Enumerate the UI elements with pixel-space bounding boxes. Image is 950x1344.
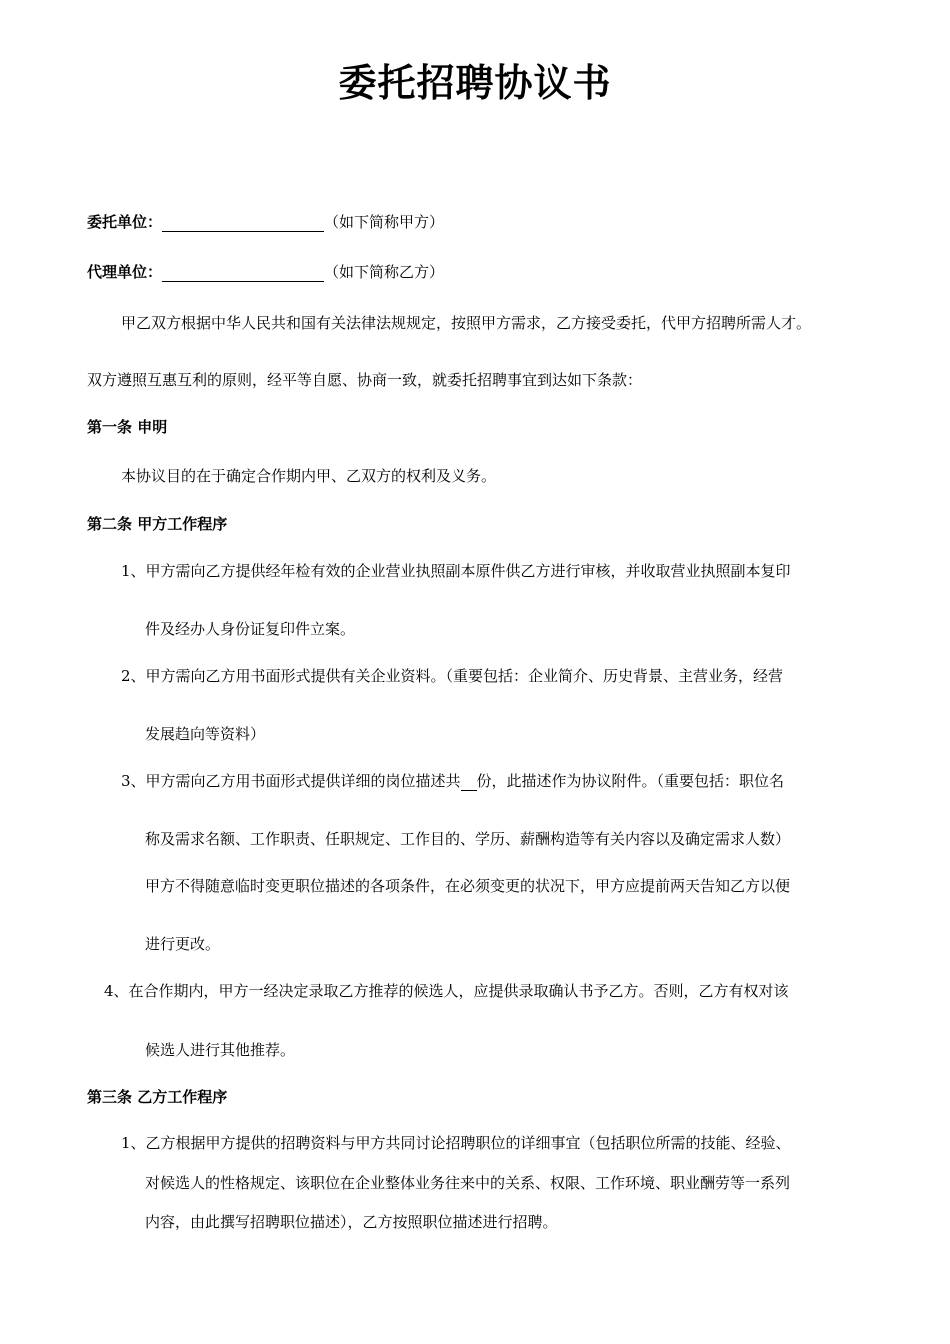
- article2-item1-line1: 1、甲方需向乙方提供经年检有效的企业营业执照副本原件供乙方进行审核，并收取营业执照副本复印: [121, 562, 791, 580]
- copies-blank: [461, 774, 477, 791]
- article3-heading: 第三条 乙方工作程序: [87, 1088, 228, 1106]
- article2-item1-line2: 件及经办人身份证复印件立案。: [145, 620, 356, 638]
- article2-item2-line1: 2、甲方需向乙方用书面形式提供有关企业资料。（重要包括：企业简介、历史背景、主营业务，经营: [121, 667, 784, 685]
- article2-item4-line1: 4、在合作期内，甲方一经决定录取乙方推荐的候选人，应提供录取确认书予乙方。否则，乙方有权对该: [104, 982, 789, 1000]
- article2-item3-text-b: 份，此描述作为协议附件。（重要包括：职位名: [476, 772, 785, 790]
- intro-paragraph-2: 双方遵照互惠互利的原则，经平等自愿、协商一致，就委托招聘事宜到达如下条款：: [87, 371, 643, 389]
- party-a-note: （如下简称甲方）: [324, 213, 445, 231]
- article3-item1-line2: 对候选人的性格规定、该职位在企业整体业务往来中的关系、权限、工作环境、职业酬劳等一系列: [145, 1174, 791, 1192]
- party-b-line: [87, 262, 444, 282]
- party-b-blank: [162, 265, 324, 282]
- document-title: 委托招聘协议书: [338, 61, 612, 105]
- article3-item1-line3: 内容，由此撰写招聘职位描述），乙方按照职位描述进行招聘。: [145, 1213, 558, 1231]
- article2-item3-text-a: 3、甲方需向乙方用书面形式提供详细的岗位描述共: [121, 772, 461, 790]
- article3-item1-line1: 1、乙方根据甲方提供的招聘资料与甲方共同讨论招聘职位的详细事宜（包括职位所需的技能、经验、: [121, 1134, 791, 1152]
- article2-heading: 第二条 甲方工作程序: [87, 515, 228, 533]
- article1-text: 本协议目的在于确定合作期内甲、乙双方的权利及义务。: [121, 467, 497, 485]
- article2-item3-line3: 甲方不得随意临时变更职位描述的各项条件，在必须变更的状况下，甲方应提前两天告知乙方以便: [145, 877, 791, 895]
- article2-item3-line2: 称及需求名额、工作职责、任职规定、工作目的、学历、薪酬构造等有关内容以及确定需求人数）: [145, 830, 791, 848]
- party-b-label: 代理单位：: [87, 263, 163, 281]
- party-a-blank: [162, 215, 324, 232]
- article1-heading: 第一条 申明: [87, 418, 168, 436]
- article2-item2-line2: 发展趋向等资料）: [145, 725, 266, 743]
- article2-item3-line1: [121, 771, 784, 791]
- intro-paragraph-1: 甲乙双方根据中华人民共和国有关法律法规规定，按照甲方需求，乙方接受委托，代甲方招聘所需人才。: [121, 314, 812, 332]
- article2-item3-line4: 进行更改。: [145, 935, 221, 953]
- party-a-label: 委托单位：: [87, 213, 163, 231]
- article2-item4-line2: 候选人进行其他推荐。: [145, 1041, 296, 1059]
- party-b-note: （如下简称乙方）: [324, 263, 445, 281]
- party-a-line: [87, 212, 444, 232]
